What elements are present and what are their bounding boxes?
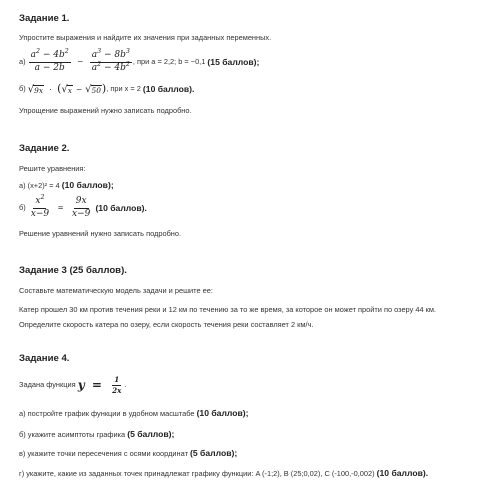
task-2-b <box>19 195 147 221</box>
task-1-note: Упрощение выражений нужно записать подробно. <box>19 106 192 115</box>
task-2-a-points: (10 баллов); <box>61 180 114 190</box>
task-3-line-2: Определите скорость катера по озеру, если скорость течения реки составляет 2 км/ч. <box>19 320 314 329</box>
task-4-item-c-points: (5 баллов); <box>190 448 238 458</box>
task-1 <box>19 13 489 113</box>
task-2-b-prefix: б) <box>19 203 26 213</box>
task-1-title: Задание 1. <box>19 13 70 24</box>
task-1-intro: Упростите выражения и найдите их значения при заданных переменных. <box>19 33 272 42</box>
task-3 <box>19 265 489 335</box>
task-1-b-suffix: , при x = 2 <box>106 84 141 94</box>
task-4-item-c <box>19 448 237 459</box>
task-3-title: Задание 3 (25 баллов). <box>19 265 127 276</box>
task-4-function-formula: y = $\frac{1}{2x}$ <box>77 374 122 395</box>
task-4 <box>19 353 489 488</box>
task-2 <box>19 143 489 238</box>
task-1-b-prefix: б) <box>19 84 26 94</box>
task-1-b <box>19 81 194 97</box>
task-1-a <box>19 47 259 77</box>
task-4-function-suffix: . <box>124 380 127 390</box>
task-2-intro: Решите уравнения: <box>19 164 86 173</box>
task-4-function <box>19 371 126 399</box>
task-2-a-text: а) (x+2)² = 4 <box>19 181 60 190</box>
task-3-line-1: Катер прошел 30 км против течения реки и 12 км по течению за то же время, за которое он может пройти по озеру 44 км. <box>19 305 436 314</box>
task-4-item-c-text: в) укажите точки пересечения с осями координат <box>19 449 188 458</box>
task-4-item-b-points: (5 баллов); <box>127 429 175 439</box>
task-1-b-expression: √ 9x · ( √ x − √ 50 ) <box>27 82 107 96</box>
task-1-a-prefix: а) <box>19 57 26 67</box>
task-2-note: Решение уравнений нужно записать подробно. <box>19 229 182 238</box>
task-1-a-suffix: , при a = 2,2; b = −0,1 <box>132 57 206 67</box>
task-2-title: Задание 2. <box>19 143 70 154</box>
task-2-b-points: (10 баллов). <box>95 202 147 213</box>
task-4-item-d-text: г) укажите, какие из заданных точек принадлежат графику функции: A (-1;2), B (25;0,02), C (-100,-0,002) <box>19 469 375 478</box>
task-4-title: Задание 4. <box>19 353 70 364</box>
task-2-a <box>19 180 114 191</box>
task-4-item-a-points: (10 баллов); <box>196 408 249 418</box>
task-1-a-points: (15 баллов); <box>207 56 260 67</box>
task-4-item-b-text: б) укажите асимптоты графика <box>19 430 126 439</box>
task-2-b-equation: $\frac{x^2}{x-9}$ = $\frac{9x}{x-9}$ <box>30 193 91 219</box>
task-1-a-expression: $\frac{a^2 - 4b^2}{a - 2b}$ − $\frac{a^3 - 8b^3}{a^2 - 4b^2}$ <box>30 47 130 73</box>
task-3-intro: Составьте математическую модель задачи и решите ее: <box>19 286 213 295</box>
task-1-b-points: (10 баллов). <box>142 83 195 94</box>
task-4-item-b <box>19 429 174 440</box>
task-4-function-prefix: Задана функция <box>19 380 76 390</box>
task-4-item-d-points: (10 баллов). <box>376 468 429 478</box>
task-4-item-a <box>19 408 249 419</box>
task-4-item-d <box>19 468 428 479</box>
task-4-item-a-text: а) постройте график функции в удобном масштабе <box>19 409 195 418</box>
